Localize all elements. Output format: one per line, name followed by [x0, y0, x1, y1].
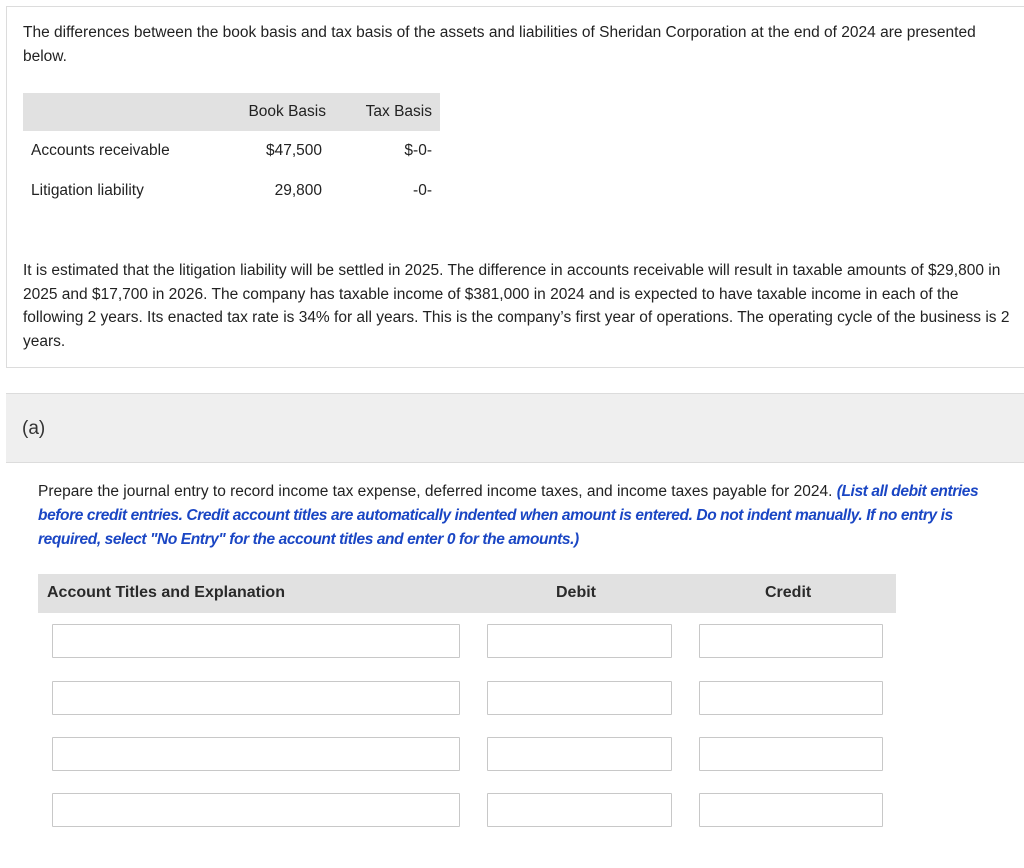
basis-table [23, 93, 440, 211]
header-credit: Credit [765, 584, 812, 601]
credit-input[interactable] [699, 793, 883, 827]
account-title-input[interactable] [52, 737, 460, 771]
journal-row [0, 793, 1024, 829]
row-tax-basis: -0- [413, 182, 432, 199]
table-row [23, 131, 440, 171]
journal-row [0, 624, 1024, 660]
row-label: Litigation liability [31, 182, 144, 199]
credit-input[interactable] [699, 681, 883, 715]
problem-intro: The differences between the book basis and tax basis of the assets and liabilities of Sheridan Corporation at the end of 2024 are presented below. [23, 24, 976, 65]
instruction-note: (List all debit entries before credit entries. Credit account titles are automatically indented when amount is entered. Do not indent manually. If no entry is required, select "No Entry" for the account titles and enter 0 for the amounts.) [38, 483, 979, 548]
account-title-input[interactable] [52, 793, 460, 827]
debit-input[interactable] [487, 737, 672, 771]
debit-input[interactable] [487, 681, 672, 715]
journal-header [38, 574, 896, 613]
credit-input[interactable] [699, 624, 883, 658]
table-row [23, 171, 440, 211]
debit-input[interactable] [487, 793, 672, 827]
row-book-basis: $47,500 [265, 142, 322, 159]
part-label: (a) [22, 418, 46, 439]
instruction-text: Prepare the journal entry to record income tax expense, deferred income taxes, and income taxes payable for 2024. [38, 483, 833, 500]
row-label: Accounts receivable [31, 142, 170, 159]
journal-row [0, 681, 1024, 717]
basis-header-book: Book Basis [199, 93, 340, 131]
basis-header-tax: Tax Basis [340, 93, 440, 131]
part-instructions [38, 480, 998, 552]
debit-input[interactable] [487, 624, 672, 658]
part-header [6, 393, 1024, 463]
basis-header-label [23, 93, 199, 131]
account-title-input[interactable] [52, 681, 460, 715]
journal-row [0, 737, 1024, 773]
header-debit: Debit [556, 584, 596, 601]
basis-table-header [23, 93, 440, 131]
header-account-titles: Account Titles and Explanation [47, 584, 285, 601]
account-title-input[interactable] [52, 624, 460, 658]
credit-input[interactable] [699, 737, 883, 771]
problem-narrative: It is estimated that the litigation liability will be settled in 2025. The difference in accounts receivable will result in taxable amounts of $29,800 in 2025 and $17,700 in 2026. The company has taxable income of $381,000 in 2024 and is expected to have taxable income in each of the following 2 years. Its enacted tax rate is 34% for all years. This is the company’s first year of operations. The operating cycle of the business is 2 years. [23, 262, 1010, 350]
row-book-basis: 29,800 [274, 182, 322, 199]
row-tax-basis: $-0- [404, 142, 432, 159]
